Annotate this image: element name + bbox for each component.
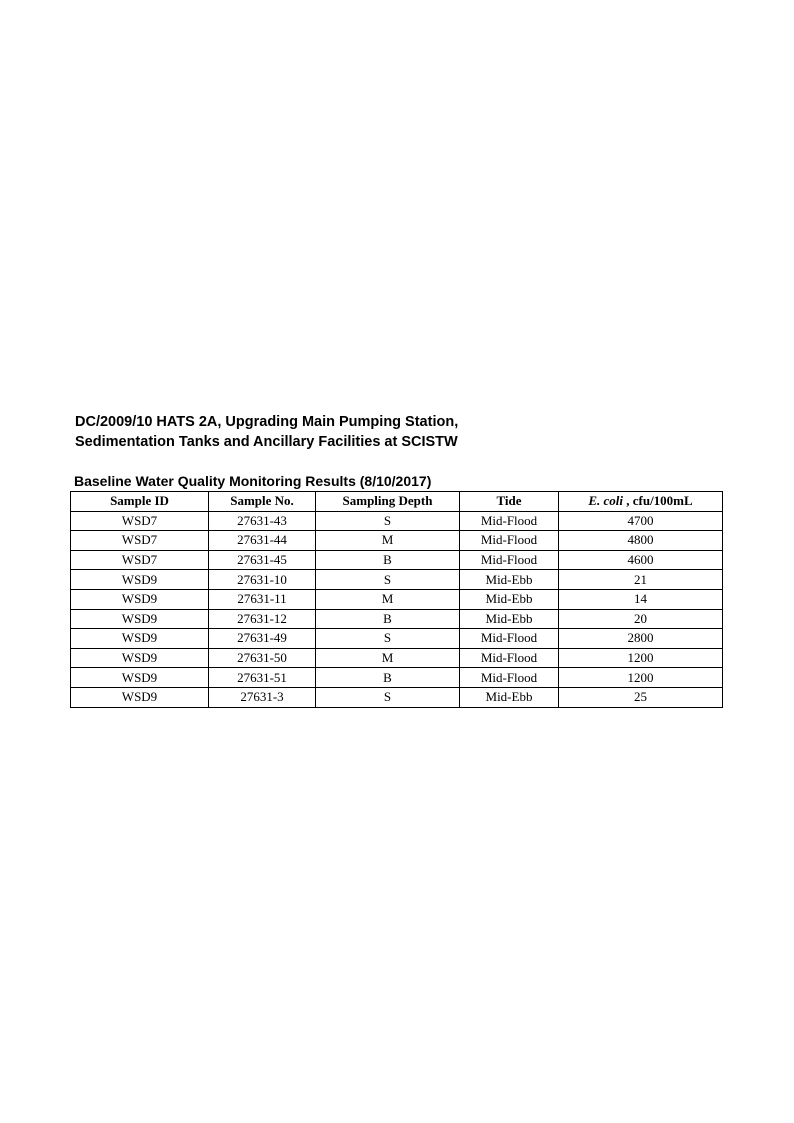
cell-ecoli: 1200 [559, 668, 723, 688]
header-ecoli [559, 492, 723, 512]
cell-sampling-depth: M [316, 531, 460, 551]
table-row [71, 668, 723, 688]
table-row [71, 687, 723, 707]
cell-tide: Mid-Flood [460, 668, 559, 688]
table-row [71, 570, 723, 590]
cell-sample-no: 27631-50 [209, 648, 316, 668]
header-sample-no: Sample No. [209, 492, 316, 512]
cell-ecoli: 4700 [559, 511, 723, 531]
cell-tide: Mid-Ebb [460, 687, 559, 707]
cell-sample-id: WSD7 [71, 531, 209, 551]
header-sampling-depth: Sampling Depth [316, 492, 460, 512]
table-body [71, 511, 723, 707]
cell-sampling-depth: B [316, 668, 460, 688]
cell-sample-no: 27631-10 [209, 570, 316, 590]
table-row [71, 629, 723, 649]
cell-sample-id: WSD7 [71, 550, 209, 570]
header-sample-id: Sample ID [71, 492, 209, 512]
cell-sample-id: WSD9 [71, 570, 209, 590]
title-line-1: DC/2009/10 HATS 2A, Upgrading Main Pumping Station, [75, 414, 459, 430]
cell-tide: Mid-Flood [460, 629, 559, 649]
cell-ecoli: 21 [559, 570, 723, 590]
page-title [75, 412, 735, 452]
cell-sample-id: WSD9 [71, 668, 209, 688]
cell-sample-id: WSD9 [71, 609, 209, 629]
cell-sampling-depth: M [316, 648, 460, 668]
cell-sampling-depth: S [316, 511, 460, 531]
cell-ecoli: 4800 [559, 531, 723, 551]
cell-sampling-depth: B [316, 609, 460, 629]
cell-sample-id: WSD7 [71, 511, 209, 531]
results-table [70, 491, 723, 708]
cell-ecoli: 20 [559, 609, 723, 629]
table-row [71, 648, 723, 668]
cell-sampling-depth: M [316, 589, 460, 609]
cell-tide: Mid-Ebb [460, 570, 559, 590]
header-ecoli-unit: , cfu/100mL [622, 493, 693, 509]
table-row [71, 550, 723, 570]
table-row [71, 609, 723, 629]
cell-sample-no: 27631-49 [209, 629, 316, 649]
cell-sampling-depth: S [316, 687, 460, 707]
cell-tide: Mid-Flood [460, 550, 559, 570]
cell-sample-no: 27631-45 [209, 550, 316, 570]
cell-ecoli: 4600 [559, 550, 723, 570]
cell-sample-no: 27631-12 [209, 609, 316, 629]
cell-sample-id: WSD9 [71, 589, 209, 609]
table-caption: Baseline Water Quality Monitoring Results (8/10/2017) [74, 473, 432, 489]
table-row [71, 531, 723, 551]
cell-ecoli: 14 [559, 589, 723, 609]
cell-tide: Mid-Ebb [460, 589, 559, 609]
cell-tide: Mid-Ebb [460, 609, 559, 629]
cell-ecoli: 25 [559, 687, 723, 707]
cell-ecoli: 2800 [559, 629, 723, 649]
cell-tide: Mid-Flood [460, 511, 559, 531]
cell-sampling-depth: B [316, 550, 460, 570]
cell-sample-id: WSD9 [71, 648, 209, 668]
cell-sample-id: WSD9 [71, 687, 209, 707]
cell-ecoli: 1200 [559, 648, 723, 668]
header-tide: Tide [460, 492, 559, 512]
header-ecoli-species: E. coli [588, 493, 623, 509]
table-row [71, 589, 723, 609]
cell-sample-no: 27631-43 [209, 511, 316, 531]
cell-tide: Mid-Flood [460, 531, 559, 551]
table-row [71, 511, 723, 531]
cell-sample-no: 27631-3 [209, 687, 316, 707]
table-header-row [71, 492, 723, 512]
cell-sample-no: 27631-51 [209, 668, 316, 688]
cell-sample-id: WSD9 [71, 629, 209, 649]
cell-sampling-depth: S [316, 570, 460, 590]
title-line-2: Sedimentation Tanks and Ancillary Facilities at SCISTW [75, 434, 458, 450]
cell-sample-no: 27631-11 [209, 589, 316, 609]
cell-sampling-depth: S [316, 629, 460, 649]
cell-sample-no: 27631-44 [209, 531, 316, 551]
cell-tide: Mid-Flood [460, 648, 559, 668]
